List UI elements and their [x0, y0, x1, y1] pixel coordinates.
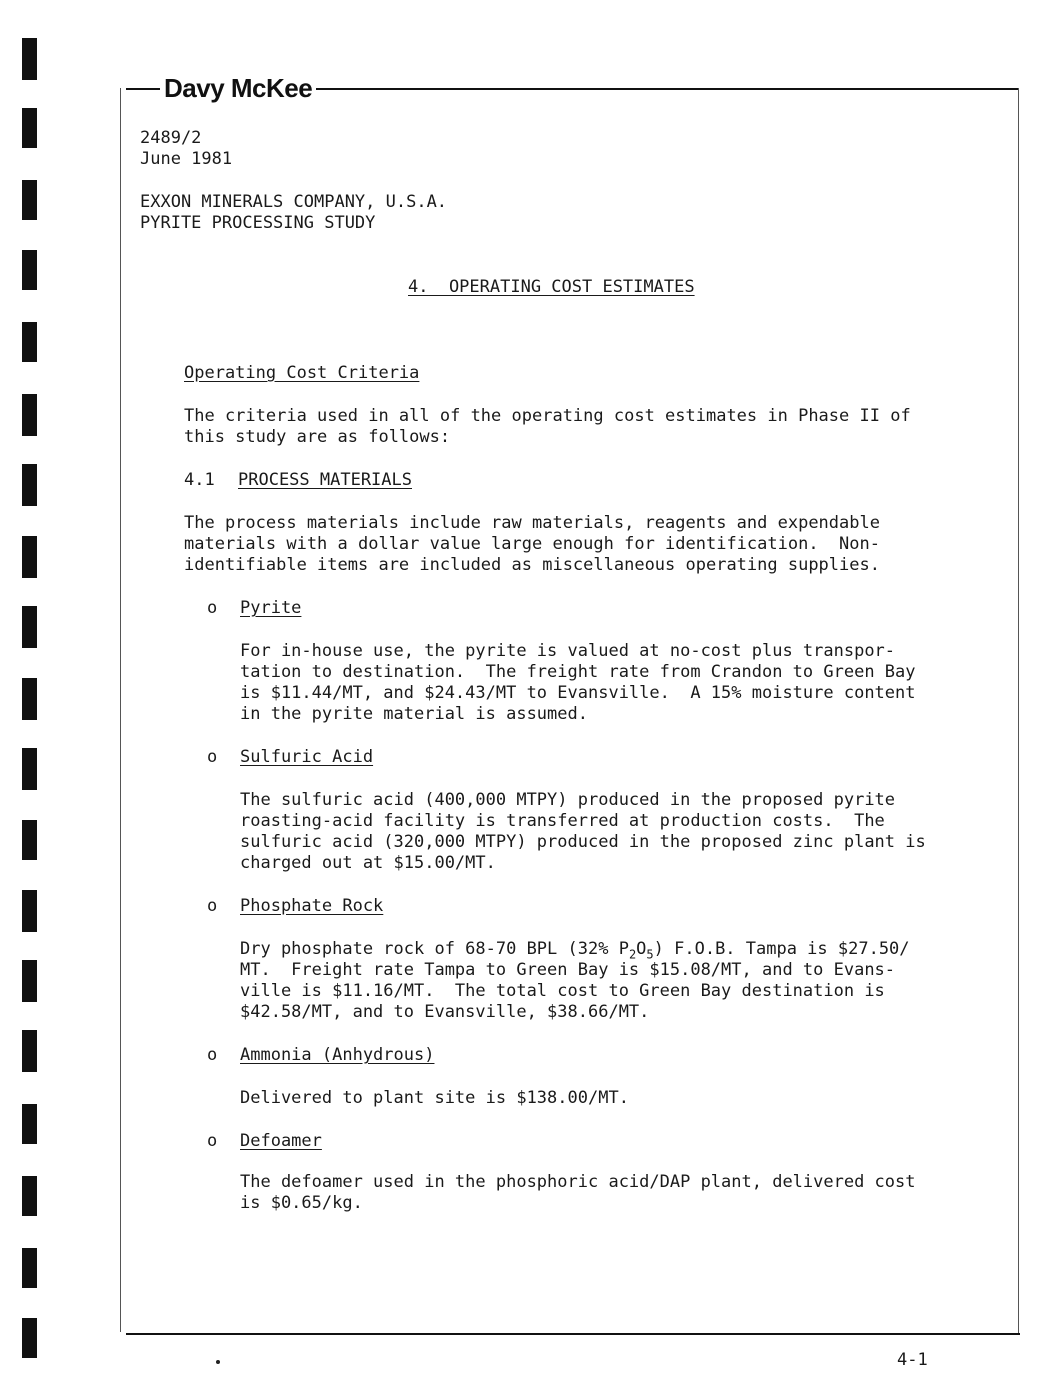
item-title-sulfuric-acid: Sulfuric Acid: [240, 747, 374, 767]
binder-mark: [22, 1104, 37, 1144]
binder-mark: [22, 394, 37, 436]
criteria-heading: Operating Cost Criteria: [184, 363, 420, 383]
item-text: sulfuric acid (320,000 MTPY) produced in the proposed zinc plant is: [240, 832, 926, 852]
bullet: o: [207, 896, 218, 916]
binder-mark: [22, 464, 37, 506]
item-text: in the pyrite material is assumed.: [240, 704, 588, 724]
binder-mark: [22, 890, 37, 932]
item-text: ville is $11.16/MT. The total cost to Green Bay destination is: [240, 981, 885, 1001]
subsection-text: The process materials include raw materials, reagents and expendable: [184, 513, 880, 533]
binder-mark: [22, 250, 37, 290]
binder-mark: [22, 38, 37, 80]
frame-bottom-rule: [126, 1333, 1020, 1335]
company-logo: Davy McKee: [160, 72, 316, 104]
item-text: roasting-acid facility is transferred at production costs. The: [240, 811, 885, 831]
item-text: is $0.65/kg.: [240, 1193, 363, 1213]
item-text: For in-house use, the pyrite is valued at no-cost plus transpor-: [240, 641, 896, 661]
subsection-title: PROCESS MATERIALS: [238, 470, 412, 490]
binder-mark: [22, 1176, 37, 1216]
item-title-defoamer: Defoamer: [240, 1131, 322, 1151]
item-text: MT. Freight rate Tampa to Green Bay is $15.08/MT, and to Evans-: [240, 960, 896, 980]
binder-mark: [22, 108, 37, 148]
item-text: charged out at $15.00/MT.: [240, 853, 496, 873]
client-name: EXXON MINERALS COMPANY, U.S.A.: [140, 192, 448, 212]
item-text: Delivered to plant site is $138.00/MT.: [240, 1088, 629, 1108]
criteria-intro: The criteria used in all of the operating cost estimates in Phase II of: [184, 406, 911, 426]
subsection-text: materials with a dollar value large enough for identification. Non-: [184, 534, 880, 554]
subsection-number: 4.1: [184, 470, 215, 490]
subsection-text: identifiable items are included as miscellaneous operating supplies.: [184, 555, 880, 575]
bullet: o: [207, 1045, 218, 1065]
scan-speck: [216, 1360, 220, 1364]
section-title: 4. OPERATING COST ESTIMATES: [408, 277, 695, 297]
binder-mark: [22, 1248, 37, 1288]
binder-mark: [22, 606, 37, 648]
item-text: The defoamer used in the phosphoric acid/DAP plant, delivered cost: [240, 1172, 916, 1192]
binder-mark: [22, 1030, 37, 1072]
item-title-pyrite: Pyrite: [240, 598, 302, 618]
frame-right-rule: [1018, 88, 1019, 1334]
frame-left-rule: [120, 88, 121, 1332]
criteria-intro: this study are as follows:: [184, 427, 451, 447]
item-text: $42.58/MT, and to Evansville, $38.66/MT.: [240, 1002, 650, 1022]
bullet: o: [207, 598, 218, 618]
binder-mark: [22, 678, 37, 720]
item-text: Dry phosphate rock of 68-70 BPL (32% $P_2O_5$) F.O.B. Tampa is $27.50/: [240, 939, 910, 962]
binder-mark: [22, 748, 37, 790]
item-text: The sulfuric acid (400,000 MTPY) produced in the proposed pyrite: [240, 790, 896, 810]
doc-number: 2489/2: [140, 128, 202, 148]
binder-mark: [22, 322, 37, 362]
binder-mark: [22, 1318, 37, 1358]
study-name: PYRITE PROCESSING STUDY: [140, 213, 376, 233]
item-text: is $11.44/MT, and $24.43/MT to Evansville. A 15% moisture content: [240, 683, 916, 703]
bullet: o: [207, 747, 218, 767]
binder-mark: [22, 960, 37, 1002]
binder-mark: [22, 180, 37, 220]
item-title-ammonia: Ammonia (Anhydrous): [240, 1045, 435, 1065]
binder-mark: [22, 820, 37, 860]
doc-date: June 1981: [140, 149, 233, 169]
binder-mark: [22, 536, 37, 578]
item-text: tation to destination. The freight rate from Crandon to Green Bay: [240, 662, 916, 682]
page-number: 4-1: [897, 1350, 928, 1370]
item-title-phosphate-rock: Phosphate Rock: [240, 896, 384, 916]
bullet: o: [207, 1131, 218, 1151]
